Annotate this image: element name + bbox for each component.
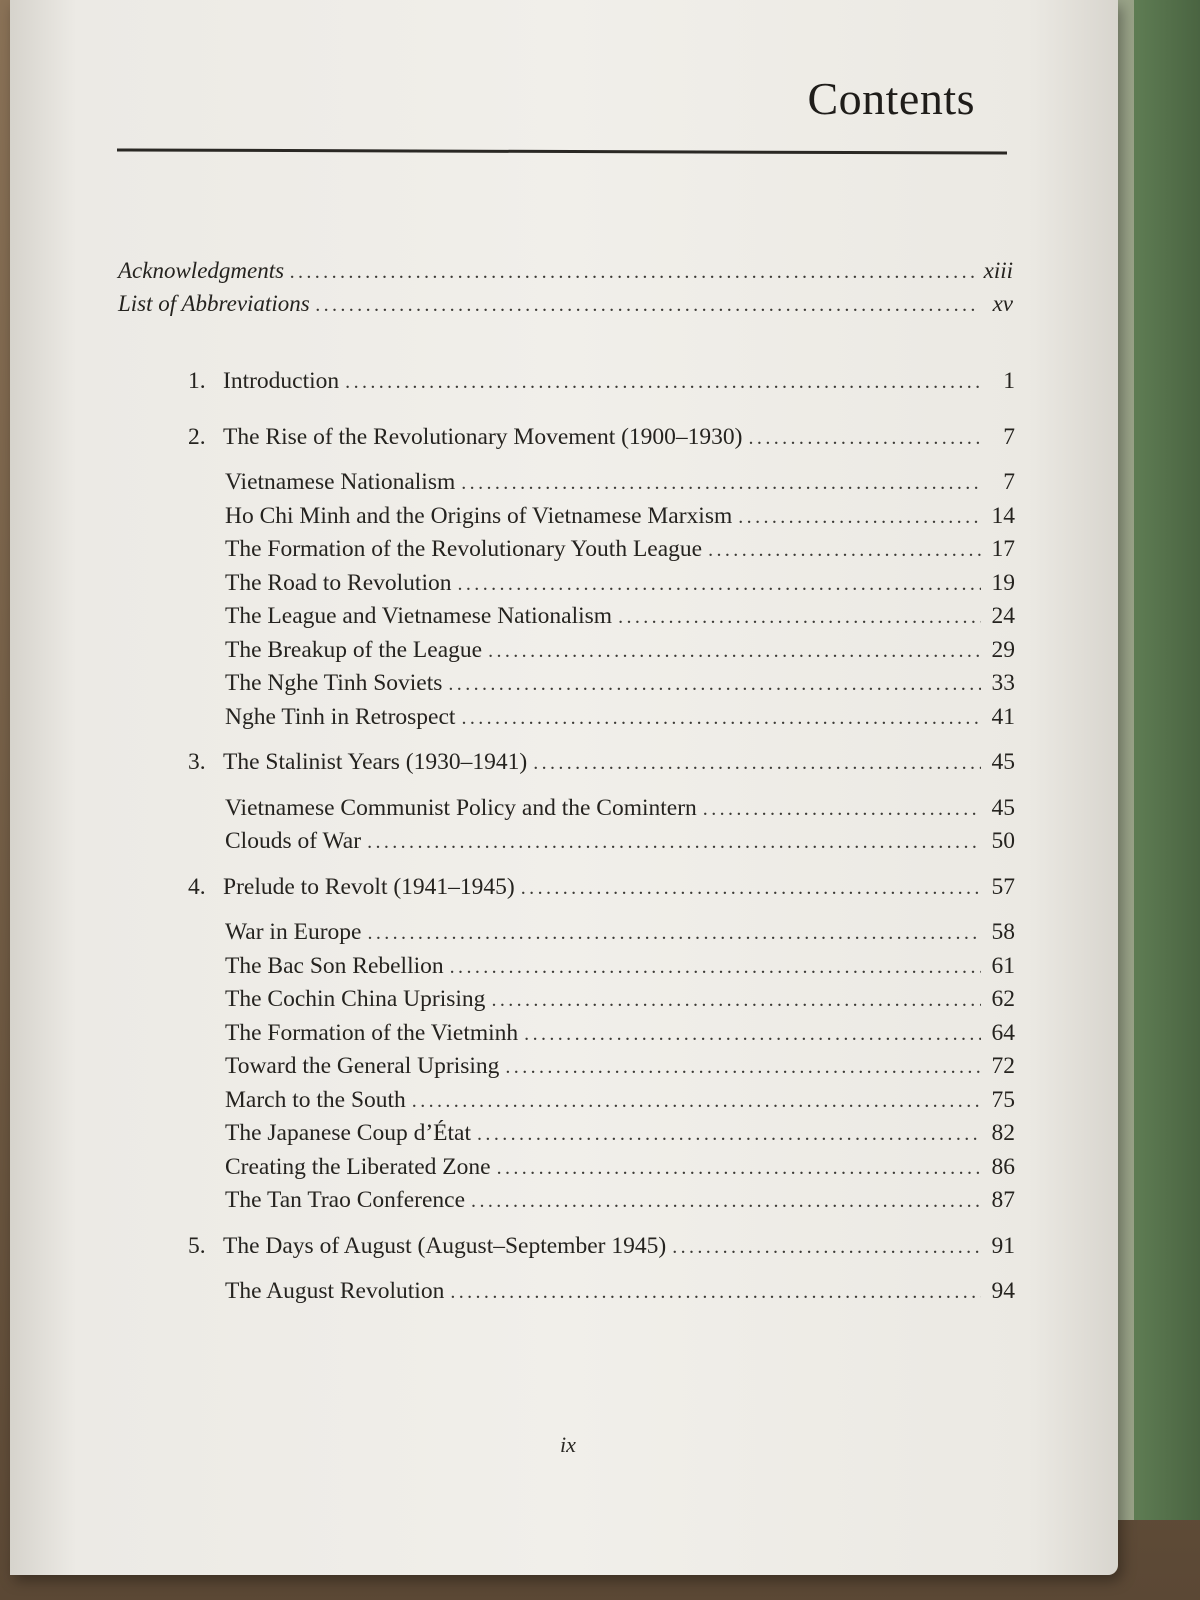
leader-dots	[471, 1185, 981, 1218]
chapter-page: 7	[1003, 423, 1015, 450]
section-entry	[225, 466, 1015, 500]
leader-dots	[345, 366, 981, 399]
section-list	[225, 466, 1015, 734]
leader-dots	[708, 534, 981, 567]
leader-dots	[367, 917, 981, 950]
section-title: The Road to Revolution	[225, 569, 452, 596]
leader-dots	[533, 747, 981, 780]
section-title: Vietnamese Nationalism	[225, 469, 456, 495]
section-title: The Formation of the Revolutionary Youth League	[225, 536, 703, 562]
section-page: 86	[991, 1153, 1015, 1180]
section-entry	[225, 1151, 1015, 1185]
section-page: 45	[991, 794, 1015, 821]
section-entry	[225, 1117, 1015, 1151]
section-entry	[225, 916, 1015, 950]
section-title: March to the South	[225, 1086, 406, 1113]
section-title: The August Revolution	[225, 1278, 445, 1304]
leader-dots	[458, 568, 982, 601]
section-page: 64	[991, 1019, 1015, 1046]
leader-dots	[488, 635, 981, 668]
chapter-title: Introduction	[223, 368, 340, 394]
leader-dots	[491, 984, 981, 1017]
section-entry	[225, 792, 1015, 826]
chapter-3	[188, 746, 1015, 859]
section-list	[225, 792, 1015, 859]
entry-title: List of Abbreviations	[118, 291, 310, 316]
section-title: War in Europe	[225, 919, 362, 945]
chapter-title: The Rise of the Revolutionary Movement (1900–1930)	[223, 423, 743, 450]
section-page: 50	[991, 828, 1015, 854]
leader-dots	[477, 1118, 981, 1151]
chapter-1	[188, 365, 1015, 399]
section-entry	[225, 1017, 1015, 1051]
toc-entry-acknowledgments	[118, 255, 1013, 288]
section-entry	[225, 600, 1015, 634]
book-page	[10, 0, 1118, 1575]
chapter-page: 57	[991, 873, 1015, 900]
page-title: Contents	[807, 73, 975, 124]
section-title: The Cochin China Uprising	[225, 986, 486, 1012]
leader-dots	[367, 826, 981, 859]
section-page: 7	[1003, 469, 1015, 495]
section-page: 24	[991, 603, 1015, 629]
section-page: 29	[991, 636, 1015, 663]
chapter-title: The Stalinist Years (1930–1941)	[223, 749, 528, 775]
section-page: 14	[991, 502, 1015, 529]
chapter-number: 1.	[188, 368, 206, 394]
chapter-heading	[188, 421, 1015, 455]
section-page: 87	[991, 1187, 1015, 1213]
section-entry	[225, 983, 1015, 1017]
leader-dots	[450, 951, 981, 984]
section-entry	[225, 634, 1015, 668]
section-page: 33	[991, 670, 1015, 696]
chapter-page: 1	[1003, 368, 1015, 394]
section-title: The Nghe Tinh Soviets	[225, 670, 443, 696]
chapter-number: 5.	[188, 1232, 206, 1259]
chapter-page: 91	[991, 1232, 1015, 1259]
leader-dots	[749, 422, 981, 455]
leader-dots	[738, 501, 981, 534]
chapter-number: 3.	[188, 749, 206, 775]
section-entry	[225, 1050, 1015, 1084]
section-entry	[225, 500, 1015, 534]
leader-dots	[461, 467, 981, 500]
chapter-5	[188, 1230, 1015, 1309]
section-page: 17	[991, 536, 1015, 562]
leader-dots	[703, 793, 981, 826]
chapter-heading	[188, 1230, 1015, 1264]
entry-title: Acknowledgments	[118, 258, 285, 283]
chapter-2	[188, 421, 1015, 735]
leader-dots	[290, 257, 978, 288]
section-title: Toward the General Uprising	[225, 1053, 500, 1079]
chapter-title: The Days of August (August–September 1945)	[223, 1232, 667, 1259]
toc-entry-abbreviations	[118, 288, 1013, 321]
page-number: ix	[560, 1432, 576, 1457]
section-list	[225, 916, 1015, 1218]
title-rule	[117, 148, 1007, 154]
chapter-number: 2.	[188, 423, 206, 450]
section-title: The Tan Trao Conference	[225, 1187, 466, 1213]
leader-dots	[521, 872, 981, 905]
chapter-heading	[188, 365, 1015, 399]
chapter-title: Prelude to Revolt (1941–1945)	[223, 873, 515, 900]
section-title: The Formation of the Vietminh	[225, 1019, 519, 1046]
section-title: Vietnamese Communist Policy and the Comintern	[225, 794, 697, 821]
leader-dots	[448, 668, 981, 701]
leader-dots	[497, 1152, 981, 1185]
leader-dots	[618, 601, 981, 634]
section-page: 19	[991, 569, 1015, 596]
section-page: 61	[991, 952, 1015, 979]
section-title: Clouds of War	[225, 828, 362, 854]
section-title: The Japanese Coup d’État	[225, 1120, 472, 1146]
section-page: 72	[991, 1053, 1015, 1079]
chapter-heading	[188, 746, 1015, 780]
section-entry	[225, 950, 1015, 984]
entry-page: xv	[992, 291, 1013, 316]
section-page: 75	[991, 1086, 1015, 1113]
section-entry	[225, 701, 1015, 735]
chapter-page: 45	[991, 749, 1015, 775]
section-title: Creating the Liberated Zone	[225, 1153, 491, 1180]
leader-dots	[524, 1018, 981, 1051]
section-page: 94	[991, 1278, 1015, 1304]
section-page: 41	[991, 703, 1015, 730]
section-list	[225, 1275, 1015, 1309]
section-entry	[225, 1084, 1015, 1118]
chapter-4	[188, 871, 1015, 1218]
leader-dots	[412, 1085, 981, 1118]
front-matter	[118, 255, 1013, 321]
section-entry	[225, 1275, 1015, 1309]
table-of-contents	[188, 365, 1015, 1321]
leader-dots	[450, 1276, 981, 1309]
leader-dots	[672, 1231, 981, 1264]
section-entry	[225, 667, 1015, 701]
section-page: 58	[991, 919, 1015, 945]
section-page: 62	[991, 986, 1015, 1012]
section-page: 82	[991, 1120, 1015, 1146]
section-title: Ho Chi Minh and the Origins of Vietnamese Marxism	[225, 502, 733, 529]
section-title: The Breakup of the League	[225, 636, 483, 663]
section-entry	[225, 567, 1015, 601]
section-title: The Bac Son Rebellion	[225, 952, 444, 979]
chapter-number: 4.	[188, 873, 206, 900]
chapter-heading	[188, 871, 1015, 905]
section-title: The League and Vietnamese Nationalism	[225, 603, 613, 629]
leader-dots	[316, 290, 979, 321]
section-entry	[225, 533, 1015, 567]
section-entry	[225, 1184, 1015, 1218]
entry-page: xiii	[983, 258, 1013, 283]
leader-dots	[461, 702, 981, 735]
section-entry	[225, 825, 1015, 859]
section-title: Nghe Tinh in Retrospect	[225, 703, 456, 730]
leader-dots	[505, 1051, 981, 1084]
